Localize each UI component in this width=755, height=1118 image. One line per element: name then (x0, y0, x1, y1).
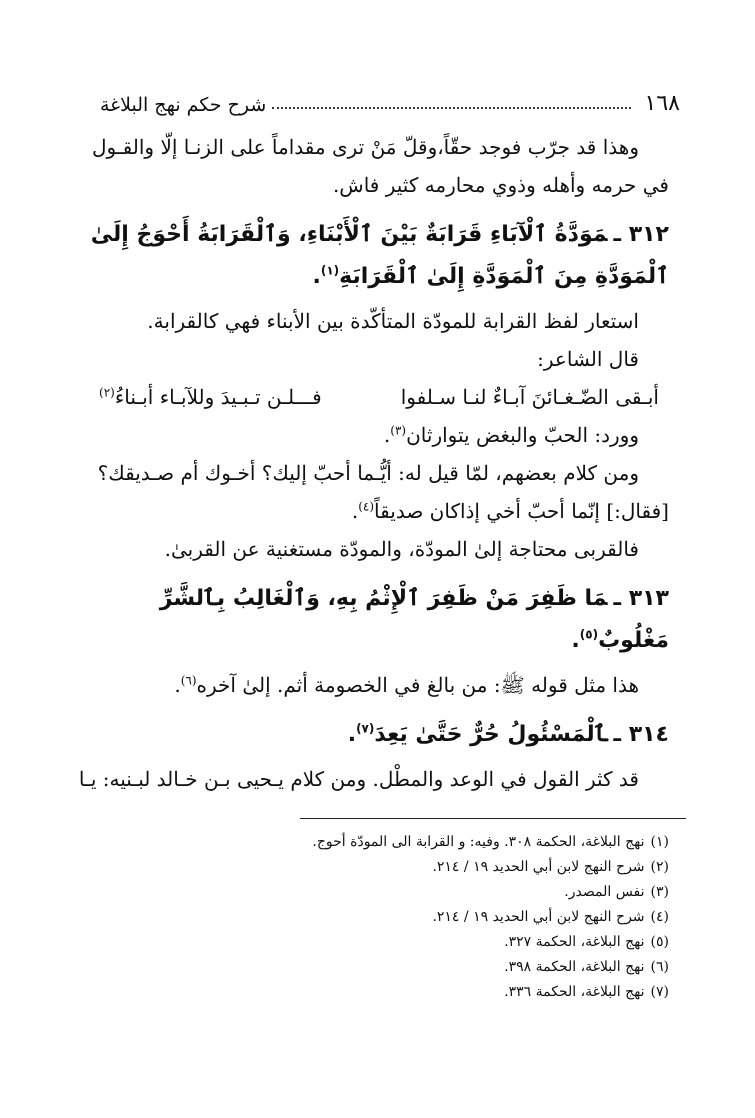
footnote-number: (٣) (650, 884, 669, 900)
intro-line-1: وهذا قد جرّب فوجد حقّاً،وقلّ مَنْ ترى مقداماً على الزنـا إلّا والقـول (91, 135, 639, 159)
footnote-3 (69, 880, 669, 905)
footnote-2 (69, 855, 669, 880)
footnote-number: (١) (650, 834, 669, 850)
footnote-1 (69, 830, 669, 855)
saying-312-para-5: فالقربى محتاجة إلىٰ المودّة، والمودّة مستغنية عن القربىٰ. (164, 537, 639, 561)
footnote-number: (٤) (650, 909, 669, 925)
saying-312-para-4-line-1: ومن كلام بعضهم، لمّا قيل له: أيُّـما أحبّ إليك؟ أخـوك أم صـديقك؟ (97, 461, 639, 485)
saying-312-number: ٣١٢ ـ (613, 222, 669, 247)
saying-312-para-3-text: وورد: الحبّ والبغض يتوارثان (406, 423, 639, 447)
page-number: ١٦٨ (644, 91, 680, 116)
footnote-number: (٦) (650, 959, 669, 975)
footnote-number: (٢) (650, 859, 669, 875)
footnote-text: نهج البلاغة، الحكمة ٣٣٦. (504, 984, 645, 1000)
saying-312-para-4-line-2-text: [فقال:] إنّما أحبّ أخي إذاكان صديقاً (374, 499, 669, 523)
footnote-text: نهج البلاغة، الحكمة ٣٩٨. (504, 959, 645, 975)
saying-313-number: ٣١٣ ـ (613, 586, 669, 611)
footnotes (69, 830, 669, 1005)
verse-hemistich-right: أبـقى الضّـغـائنَ آبـاءٌ لنـا سـلفوا (400, 385, 659, 409)
footnote-7 (69, 980, 669, 1005)
footnote-ref-1[interactable]: (١) (320, 263, 340, 278)
saying-313-para-1-text: هذا مثل قوله ﷺ: من بالغ في الخصومة أثم. إلىٰ آخره (196, 673, 639, 697)
saying-313-heading: ٣١٣ ـمَا ظَفِرَ مَنْ ظَفِرَ ٱلْإِثْمُ بِهِ، وَٱلْغَالِبُ بِٱلشَّرِّ مَغْلُوبٌ$^{(٥)}$. (159, 586, 669, 653)
running-title: شرح حكم نهج البلاغة (100, 94, 267, 116)
footnote-number: (٧) (650, 984, 669, 1000)
main-text (69, 128, 669, 798)
saying-314-heading: ٣١٤ ـٱلْمَسْئُولُ حُرٌّ حَتَّىٰ يَعِدَ$^{(٧)}$. (347, 721, 669, 747)
saying-312-para-1: استعار لفظ القرابة للمودّة المتأكّدة بين الأبناء فهي كالقرابة. (147, 309, 639, 333)
footnote-text: شرح النهج لابن أبي الحديد ١٩ / ٢١٤. (432, 859, 645, 875)
footnote-text: نهج البلاغة، الحكمة ٣٠٨. وفيه: و القرابة الى المودّة أحوج. (312, 834, 645, 850)
footnote-text: نفس المصدر. (564, 884, 645, 900)
verse-hemistich-left (99, 378, 322, 416)
verse-line (99, 378, 659, 416)
footnote-6 (69, 955, 669, 980)
footnote-5 (69, 930, 669, 955)
saying-312-heading: ٣١٢ ـمَوَدَّةُ ٱلْآبَاءِ قَرَابَةٌ بَيْنَ ٱلْأَبْنَاءِ، وَٱلْقَرَابَةُ أَحْوَجُ إِلَىٰ ٱلْمَوَدَّةِ مِنَ ٱلْمَوَدَّةِ إِلَىٰ ٱلْقَرَابَةِ$^{(١)}$. (90, 222, 669, 289)
footnote-ref-5[interactable]: (٥) (579, 627, 599, 642)
header-dot-leader (272, 107, 630, 109)
saying-313-para-1: هذا مثل قوله ﷺ: من بالغ في الخصومة أثم. إلىٰ آخره$^{(٦)}$. (174, 673, 639, 697)
saying-313-text: مَا ظَفِرَ مَنْ ظَفِرَ ٱلْإِثْمُ بِهِ، وَٱلْغَالِبُ بِٱلشَّرِّ مَغْلُوبٌ (159, 586, 669, 653)
footnotes-divider (300, 818, 686, 819)
footnote-number: (٥) (650, 934, 669, 950)
saying-312-para-3: وورد: الحبّ والبغض يتوارثان$^{(٣)}$. (383, 423, 639, 447)
page-header (100, 86, 680, 116)
saying-314-para-1: قد كثر القول في الوعد والمطْل. ومن كلام يـحيى بـن خـالد لبـنيه: يـا (78, 767, 639, 791)
saying-312-text: مَوَدَّةُ ٱلْآبَاءِ قَرَابَةٌ بَيْنَ ٱلْأَبْنَاءِ، وَٱلْقَرَابَةُ أَحْوَجُ إِلَىٰ ٱلْمَوَدَّةِ مِنَ ٱلْمَوَدَّةِ إِلَىٰ ٱلْقَرَابَةِ (90, 222, 669, 289)
saying-312-para-4-line-2: [فقال:] إنّما أحبّ أخي إذاكان صديقاً$^{(٤)}$. (351, 499, 669, 523)
footnote-ref-2[interactable]: (٢) (99, 385, 115, 400)
footnote-ref-7[interactable]: (٧) (356, 721, 375, 736)
footnote-ref-6[interactable]: (٦) (180, 673, 197, 688)
footnote-text: شرح النهج لابن أبي الحديد ١٩ / ٢١٤. (432, 909, 645, 925)
footnote-4 (69, 905, 669, 930)
footnote-text: نهج البلاغة، الحكمة ٣٢٧. (504, 934, 645, 950)
footnote-ref-4[interactable]: (٤) (358, 499, 375, 514)
saying-314-number: ٣١٤ ـ (613, 722, 669, 747)
intro-line-2: في حرمه وأهله وذوي محارمه كثير فاش. (332, 173, 669, 197)
saying-312-para-2: قال الشاعر: (537, 347, 639, 371)
verse-hemistich-left-text: فـــلـن تـبـيدَ وللآبـاء أبـناءُ (114, 385, 322, 409)
saying-314-text: ٱلْمَسْئُولُ حُرٌّ حَتَّىٰ يَعِدَ (374, 722, 608, 747)
footnote-ref-3[interactable]: (٣) (390, 423, 407, 438)
